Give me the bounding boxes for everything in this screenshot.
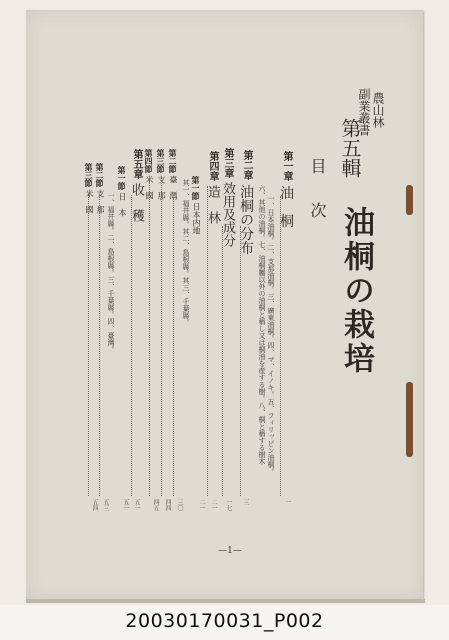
toc-page-number: 二一	[198, 499, 205, 511]
leader-dots	[207, 186, 211, 496]
toc-page-number: 一七	[225, 499, 232, 511]
toc-page-number: 三〇	[176, 499, 183, 511]
toc-section-title: 米 國	[85, 189, 94, 214]
toc-chapter-number: 第一章	[281, 151, 292, 181]
toc-page-number: 二一	[210, 499, 217, 511]
toc-chapter-number: 第三章	[222, 148, 233, 178]
leader-dots	[99, 194, 103, 496]
toc-page-number: 四四	[164, 499, 171, 511]
toc-page-number: 四五	[152, 499, 159, 511]
toc-chapter-title: 造 林	[205, 185, 220, 225]
toc-sub-1-1: 一、日本油桐。二、支那油桐。三、廣東油桐。四、マ、イノキ。五、フィリッピン油桐。	[267, 195, 275, 475]
binding-staple-bottom	[406, 382, 413, 457]
page-folio: —1—	[218, 546, 242, 556]
toc-page-number: 三	[242, 499, 249, 505]
series-publisher: 農山林	[371, 92, 385, 128]
toc-chapter-title: 收 穫	[129, 183, 144, 223]
toc-section-title: 米 國	[145, 175, 154, 200]
toc-page-number: 五一	[133, 499, 140, 511]
leader-dots	[222, 226, 226, 496]
toc-heading: 目 次	[308, 158, 327, 224]
series-collection: 副業叢書	[357, 88, 371, 136]
leader-dots	[161, 180, 165, 496]
toc-section-number: 第二節	[95, 163, 105, 187]
toc-page-number: 五三	[102, 499, 109, 511]
toc-chapter-number: 第二章	[241, 150, 252, 180]
leader-dots	[280, 196, 284, 496]
toc-section-number: 第一節	[117, 166, 127, 190]
toc-page-number: 一	[284, 499, 291, 505]
toc-sub-4-1: 其一、福井縣。其二、島根縣。其三、千葉縣。	[182, 179, 190, 326]
toc-chapter-number: 第五章	[131, 149, 142, 179]
toc-section-number: 第一節	[191, 176, 201, 200]
leader-dots	[149, 180, 153, 496]
toc-section-number: 第二節	[168, 149, 178, 173]
leader-dots	[240, 226, 244, 496]
toc-section-title: 臺 灣	[169, 175, 178, 200]
toc-chapter-5	[127, 149, 146, 222]
toc-section-title: 日 本	[118, 192, 127, 217]
leader-dots	[88, 194, 92, 496]
toc-section-number: 第三節	[84, 163, 94, 187]
toc-sub-5-1: 一、福井縣。二、島根縣。三、千葉縣。四、臺灣。	[107, 192, 115, 353]
book-title: 油桐の栽培	[338, 206, 374, 376]
toc-chapter-4	[203, 151, 222, 224]
toc-page-number: 五一	[122, 499, 129, 511]
image-id-label: 20030170031_P002	[125, 610, 324, 632]
toc-section-4-1	[191, 176, 202, 235]
toc-chapter-title: 油 桐	[278, 185, 294, 228]
binding-staple-top	[406, 185, 413, 215]
toc-chapter-2	[236, 150, 256, 254]
toc-section-5-1	[117, 166, 128, 217]
leader-dots	[173, 198, 177, 496]
toc-sub-1-2: 六、其他の油桐。七、油桐屬以外の油桐と稱し又は桐油を産する樹。八、桐と稱する樹木	[258, 185, 266, 465]
toc-section-4-2	[168, 149, 179, 200]
toc-page-number: 五四	[91, 499, 98, 511]
toc-chapter-1	[276, 151, 296, 227]
toc-section-title: 日本内地	[192, 202, 201, 235]
toc-section-title: 支 那	[96, 189, 105, 214]
page-edge-shadow	[26, 599, 425, 603]
toc-chapter-number: 第四章	[207, 151, 218, 181]
leader-dots	[131, 195, 135, 496]
toc-section-number: 第三節	[156, 149, 166, 173]
toc-chapter-title: 效用及成分	[220, 182, 235, 248]
toc-section-title: 支 那	[157, 175, 166, 200]
toc-chapter-title: 油桐の分布	[238, 184, 254, 255]
series-volume: 第五輯	[338, 118, 362, 178]
toc-section-number: 第四節	[144, 149, 154, 173]
